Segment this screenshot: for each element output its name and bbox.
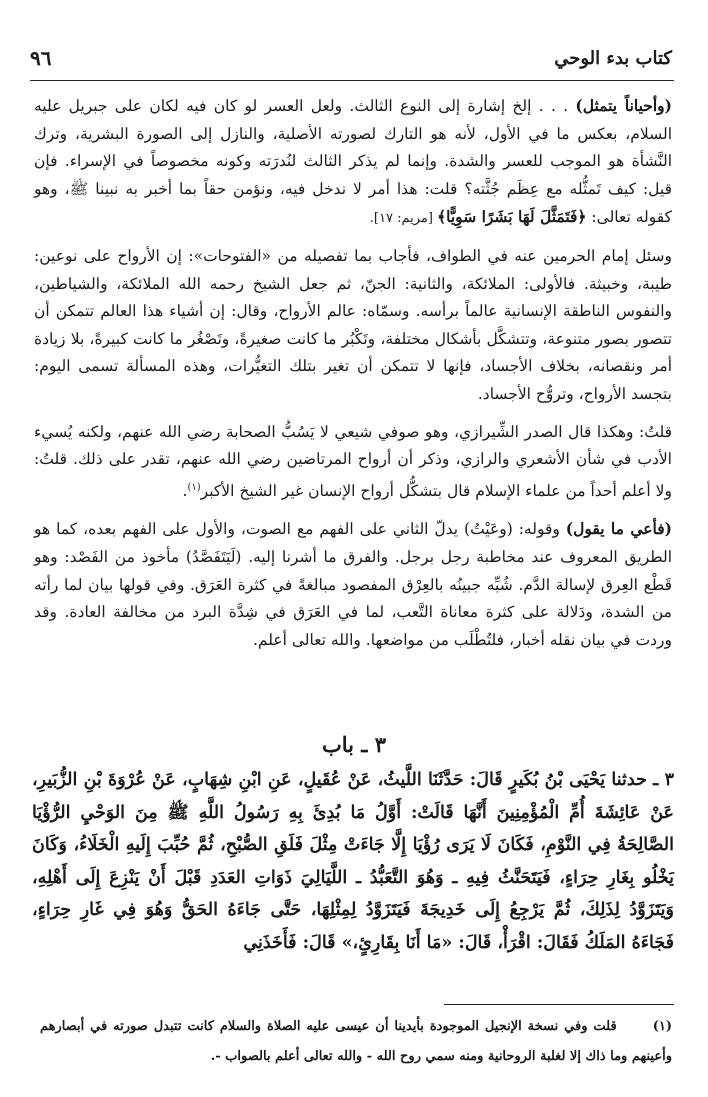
lemma: (فأعي ما يقول) xyxy=(565,519,672,539)
footnote-marker[interactable]: (١) xyxy=(187,481,201,493)
commentary-paragraph xyxy=(34,243,672,409)
paragraph-text: وقوله: (وعَيْتُ) يدلّ الثاني على الفهم مع الصوت، والأول على الفهم بعده، كما هو الطريق المعروف عند مخاطبة رجل برجل. والفرق ما أشرنا إليه. (لَيَتَفَصَّدُ) مأخوذ من الفَصْد: وهو قَطْع العِرق لإسالة الدَّم. شُبِّه جبينُه بالعِرْق المفصود مبالغةً في كثرة العَرَق. وفي قولها بيان لما رأته من الشدة، ودَلالة على كثرة معاناة التَّعب، لما في العَرَق في شِدَّة البرد من مخالفة العادة. وقد وردت في بيان نقله أخبار، فلتُطْلَب من مواضعها. والله تعالى أعلم. xyxy=(34,520,672,649)
footnote-text: قلت وفي نسخة الإنجيل الموجودة بأيدينا أن عيسى عليه الصلاة والسلام كانت تتبدل صورته في أبصارهم وأعينهم وما ذاك إلا لغلبة الروحانية ومنه سمي روح الله - والله تعالى أعلم بالصواب -. xyxy=(40,1019,672,1064)
commentary-paragraph xyxy=(34,419,672,506)
quran-verse: ﴿فَتَمَثَّلَ لَهَا بَشَرًا سَوِيًّا﴾ xyxy=(437,207,587,227)
lemma: (وأحياناً يتمثل) xyxy=(575,96,672,115)
footnote xyxy=(40,1012,672,1072)
paragraph-text: وسئل إمام الحرمين عنه في الطواف، فأجاب بما تفصيله من «الفتوحات»: إن الأرواح على نوعين: طيبة، وخبيثة. فالأولى: الملائكة، والثانية: الجنّ، ثم جعل الشيخ رحمه الله الملائكة، والشياطين، والنفوس الناطقة الإنسانية عالماً برأسه. وسمّاه: عالم الأرواح، وقال: إن أشياء هذا العالم تتمكن أن تتصور بصور متنوعة، وتتشكَّل بأشكال مختلفة، وتَكْبُر ما كانت صغيرةً، وتَصْغُر ما كانت كبيرةً، بلا زيادة أمر ونقصانه، بخلاف الأجساد، فإنها لا تتمكن أن تغير بتلك التغيُّرات، وهذه المسألة تسمى اليوم: بتجسد الأرواح، وتروُّح الأجساد. xyxy=(34,246,672,403)
commentary-section xyxy=(34,92,672,664)
page-header xyxy=(30,46,672,74)
paragraph-text: . . . إلخ إشارة إلى النوع الثالث. ولعل العسر لو كان فيه لكان على جبريل عليه السلام، بعكس ما في الأول، لأنه هو التارك لصورته الأصلية، والنازل إلى الصورة البشرية، وترك النَّشأة هو الموجب للعسر والشدة. وإنما لم يذكر الثالث لنُدرَته وكونه مخصوصاً في الإسراء. فإن قيل: كيف تَمثُّله مع عِظَم جُثَّته؟ قلت: هذا أمر لا ندخل فيه، ونؤمن حقاً بما أخبر به نبينا ﷺ، وهو كقوله تعالى: xyxy=(34,97,672,227)
hadith-text: ٣ ـ حدثنا يَحْيَى بْنُ بُكَيرٍ قَالَ: حَدَّثَنَا اللَّيثُ، عَنْ عُقَيلٍ، عَنِ ابْنِ شِهَابٍ، عَنْ عُرْوَةَ بْنِ الزُّبَيرِ، عَنْ عَائِشَةَ أُمِّ الْمُؤْمِنِينَ أَنَّهَا قَالَتْ: أَوَّلُ مَا بُدِئَ بِهِ رَسُولُ اللَّهِ ﷺ مِنَ الوَحْيِ الرُّؤْيَا الصَّالِحَةُ فِي النَّوْمِ، فَكَانَ لَا يَرَى رُؤْيَا إِلَّا جَاءَتْ مِثْلَ فَلَقِ الصُّبْحِ، ثُمَّ حُبِّبَ إِلَيهِ الْخَلَاءُ، وَكَانَ يَخْلُو بِغَارِ حِرَاءٍ، فَيَتَحَنَّثُ فِيهِ ـ وَهُوَ التَّعَبُّدُ ـ اللَّيَالِيَ ذَوَاتِ العَدَدِ قَبْلَ أَنْ يَنْزِعَ إِلَى أَهْلِهِ، وَيَتَزَوَّدُ لِذَلِكَ، ثُمَّ يَرْجِعُ إِلَى خَدِيجَةَ فَيَتَزَوَّدُ لِمِثْلِهَا، حَتَّى جَاءَهُ الحَقُّ وَهُوَ فِي غَارِ حِرَاءٍ، فَجَاءَهُ المَلَكُ فَقَالَ: اقْرَأْ، قَالَ: «مَا أَنَا بِقَارِئٍ،» قَالَ: فَأَخَذَنِي xyxy=(32,770,674,953)
footnote-number: (١) xyxy=(652,1019,672,1034)
page-number: ٩٦ xyxy=(30,46,52,70)
header-rule xyxy=(30,80,674,81)
verse-reference: [مريم: ١٧]. xyxy=(369,211,438,227)
commentary-paragraph xyxy=(34,92,672,233)
footnote-rule xyxy=(444,1004,674,1005)
paragraph-text: قلتُ: وهكذا قال الصدر الشِّيرازي، وهو صوفي شيعي لا يَسُبُّ الصحابة رضي الله عنهم، ولكنه يُسيء الأدب في شأن الأشعري والرازي، وذكر أن أرواح المرتاضين رضي الله عنهم، تقدر على ذلك. قلتُ: ولا أعلم أحداً من علماء الإسلام قال بتشكُّل أرواح الإنسان غير الشيخ الأكبر xyxy=(34,422,672,500)
paragraph-tail: . xyxy=(182,481,188,500)
commentary-paragraph xyxy=(34,515,672,654)
running-title: كتاب بدء الوحي xyxy=(554,48,672,69)
chapter-heading: ٣ ـ باب xyxy=(321,732,387,757)
